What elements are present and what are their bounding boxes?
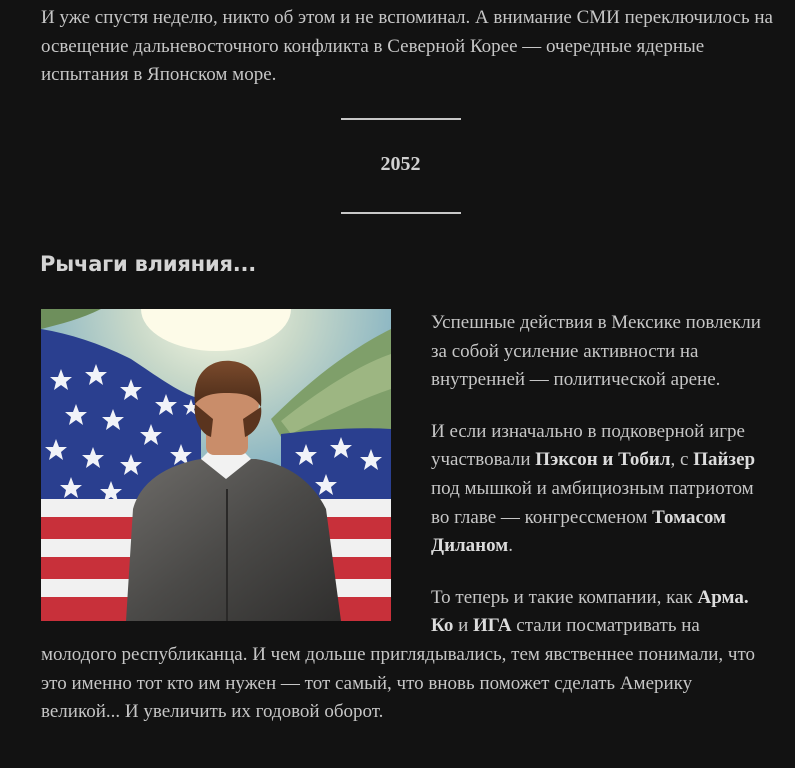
entity-paxon-tobil: Пэксон и Тобил — [535, 449, 671, 471]
intro-paragraph: И уже спустя неделю, никто об этом и не вспоминал. А внимание СМИ переключилось на освещение дальневосточного конфликта в Северной Корее — очередные ядерные испытания в Японском море. — [41, 7, 773, 86]
article-illustration — [41, 309, 391, 621]
paragraph-players: И если изначально в подковерной игре участвовали Пэксон и Тобил, с Пайзер под мышкой и амбициозным патриотом во главе — конгрессменом Томасом Диланом. — [431, 420, 756, 557]
entity-iga: ИГА — [473, 615, 512, 637]
entity-arma-co: Арма. Ко — [431, 586, 749, 637]
section-heading: Рычаги влияния... — [40, 252, 257, 276]
divider-line-bottom — [341, 212, 461, 214]
paragraph-mexico: Успешные действия в Мексике повлекли за собой усиление активности на внутренней — политической арене. — [431, 312, 761, 391]
paragraph-companies: То теперь и такие компании, как Арма. Ко и ИГА стали посматривать на молодого республиканца. И чем дольше приглядывались, тем явственнее понимали, что это именно тот кто им нужен — тот самый, что вновь поможет сделать Америку великой... И увеличить их годовой оборот. — [41, 586, 756, 723]
entity-pyzer: Пайзер — [693, 449, 756, 471]
entity-thomas-dylan: Томасом Диланом — [431, 506, 726, 557]
section-year: 2052 — [380, 153, 421, 175]
divider-line-top — [341, 118, 461, 120]
article-body — [41, 309, 763, 750]
